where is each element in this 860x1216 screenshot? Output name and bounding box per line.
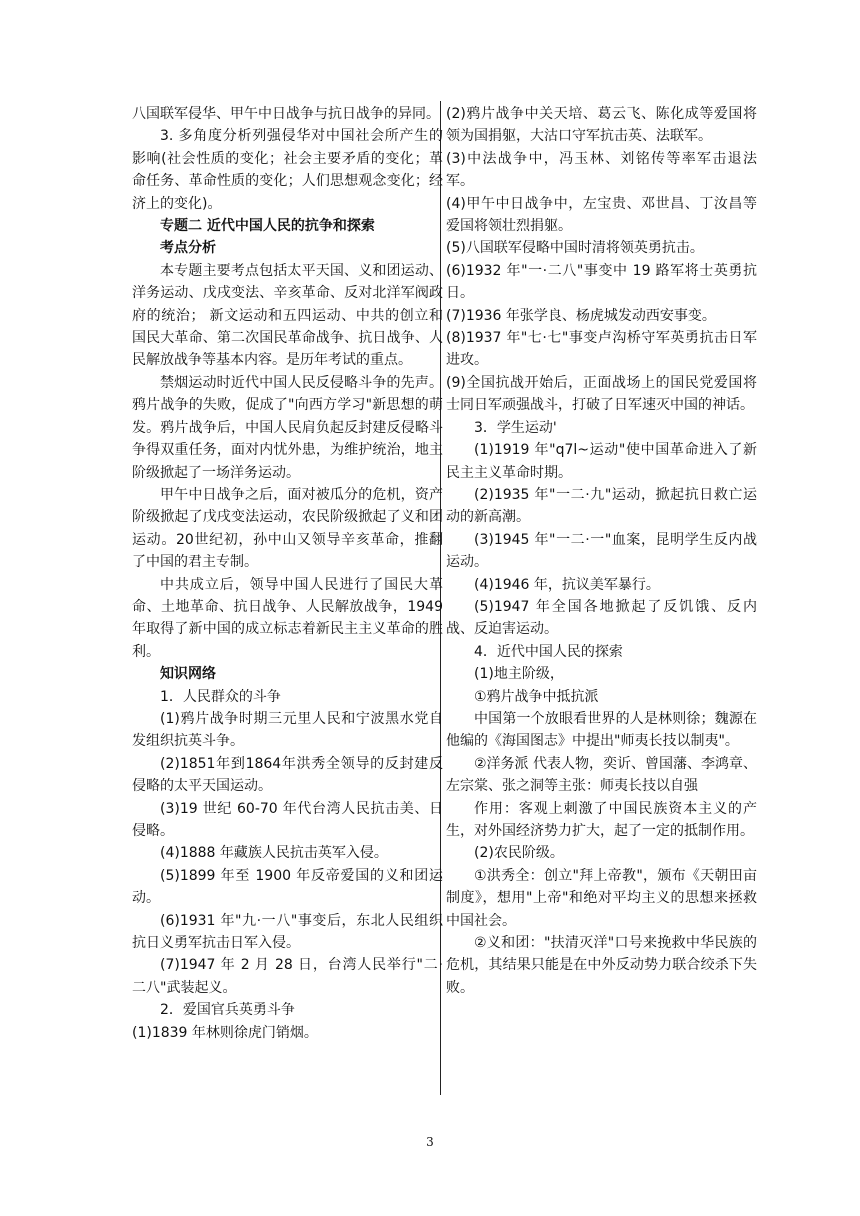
paragraph: (1)1919 年"q7l~运动"使中国革命进入了新民主主义革命时期。 [446, 442, 757, 481]
paragraph: (5)八国联军侵略中国时清将领英勇抗击。 [446, 240, 704, 257]
paragraph: (1)1839 年林则徐虎门销烟。 [132, 1024, 318, 1041]
paragraph: ①鸦片战争中抵抗派 [474, 688, 599, 705]
paragraph: (7)1936 年张学良、杨虎城发动西安事变。 [446, 307, 716, 324]
paragraph: (3)1945 年"一二·一"血案，昆明学生反内战运动。 [446, 531, 757, 571]
paragraph: 2．爱国官兵英勇斗争 [160, 1002, 295, 1019]
paragraph: 作用：客观上刺激了中国民族资本主义的产生，对外国经济势力扩大，起了一定的抵制作用。 [446, 800, 757, 839]
paragraph: (2)农民阶级。 [474, 845, 564, 862]
paragraph: (3)19 世纪 60-70 年代台湾人民抗击美、日侵略。 [132, 800, 443, 839]
paragraph: (3)中法战争中，冯玉林、刘铭传等率军击退法军。 [446, 150, 757, 190]
paragraph: 甲午中日战争之后，面对被瓜分的危机，资产阶级掀起了戊戌变法运动，农民阶级掀起了义和团运动。20世纪初，孙中山又领导辛亥革命，推翻了中国的君主专制。 [132, 486, 443, 571]
left-text-column [132, 103, 443, 1044]
paragraph: 八国联军侵华、甲午中日战争与抗日战争的异同。 [132, 106, 440, 122]
section-heading: 考点分析 [160, 240, 216, 257]
paragraph: (6)1931 年"九·一八"事变后，东北人民组织抗日义勇军抗击日军入侵。 [132, 912, 443, 952]
paragraph: (6)1932 年"一·二八"事变中 19 路军将士英勇抗日。 [446, 262, 757, 302]
paragraph: (8)1937 年"七·七"事变卢沟桥守军英勇抗击日军进攻。 [446, 330, 757, 369]
paragraph: (5)1947 年全国各地掀起了反饥饿、反内战、反迫害运动。 [446, 598, 757, 638]
paragraph: ①洪秀全：创立"拜上帝教"，颁布《天朝田亩制度》，想用"上帝"和绝对平均主义的思想来拯救中国社会。 [446, 867, 757, 929]
paragraph: 4．近代中国人民的探索 [474, 643, 623, 660]
paragraph: (1)鸦片战争时期三元里人民和宁波黑水党自发组织抗英斗争。 [132, 710, 443, 750]
paragraph: 中国第一个放眼看世界的人是林则徐；魏源在他编的《海国图志》中提出"师夷长技以制夷"。 [446, 710, 757, 750]
section-heading: 专题二 近代中国人民的抗争和探索 [160, 218, 375, 235]
paragraph: 中共成立后，领导中国人民进行了国民大革命、土地革命、抗日战争、人民解放战争，1949 年取得了新中国的成立标志着新民主主义革命的胜利。 [132, 576, 443, 660]
section-heading: 知识网络 [160, 666, 216, 683]
paragraph: 禁烟运动时近代中国人民反侵略斗争的先声。鸦片战争的失败，促成了"向西方学习"新思想的萌发。鸦片战争后，中国人民肩负起反封建反侵略斗争得双重任务，面对内忧外患，为维护统治，地主阶级掀起了一场洋务运动。 [132, 374, 443, 481]
paragraph: (2)鸦片战争中关天培、葛云飞、陈化成等爱国将领为国捐躯，大沽口守军抗击英、法联军。 [446, 106, 757, 145]
paragraph: (9)全国抗战开始后，正面战场上的国民党爱国将士同日军顽强战斗，打破了日军速灭中国的神话。 [446, 374, 757, 414]
paragraph: (2)1851年到1864年洪秀全领导的反封建反侵略的太平天国运动。 [132, 755, 443, 795]
paragraph: 1．人民群众的斗争 [160, 688, 281, 705]
paragraph: (4)1888 年藏族人民抗击英军入侵。 [160, 845, 388, 862]
paragraph: (7)1947 年 2 月 28 日，台湾人民举行"二·二八"武装起义。 [132, 957, 443, 996]
paragraph: (5)1899 年至 1900 年反帝爱国的义和团运动。 [132, 867, 443, 907]
paragraph: 3. 多角度分析列强侵华对中国社会所产生的影响(社会性质的变化；社会主要矛盾的变化；革命任务、革命性质的变化；人们思想观念变化；经济上的变化)。 [132, 128, 443, 212]
paragraph: (2)1935 年"一二·九"运动，掀起抗日救亡运动的新高潮。 [446, 486, 757, 526]
paragraph: (1)地主阶级， [474, 666, 564, 683]
paragraph: (4)甲午中日战争中，左宝贵、邓世昌、丁汝昌等爱国将领壮烈捐躯。 [446, 195, 757, 235]
paragraph: 3．学生运动' [474, 419, 557, 436]
paragraph: ②洋务派 代表人物，奕䜣、曾国藩、李鸿章、左宗棠、张之洞等主张：师夷长技以自强 [446, 755, 757, 795]
paragraph: 本专题主要考点包括太平天国、义和团运动、洋务运动、戊戌变法、辛亥革命、反对北洋军阀政府的统治； 新文运动和五四运动、中共的创立和国民大革命、第二次国民革命战争、抗日战争、人民解放战争等基本内容。是历年考试的重点。 [132, 262, 443, 369]
paragraph: ②义和团："扶清灭洋"口号来挽救中华民族的危机，其结果只能是在中外反动势力联合绞杀下失败。 [446, 935, 757, 996]
paragraph: (4)1946 年，抗议美军暴行。 [474, 576, 660, 593]
page-number: 3 [426, 1135, 434, 1149]
right-text-column [446, 103, 757, 999]
